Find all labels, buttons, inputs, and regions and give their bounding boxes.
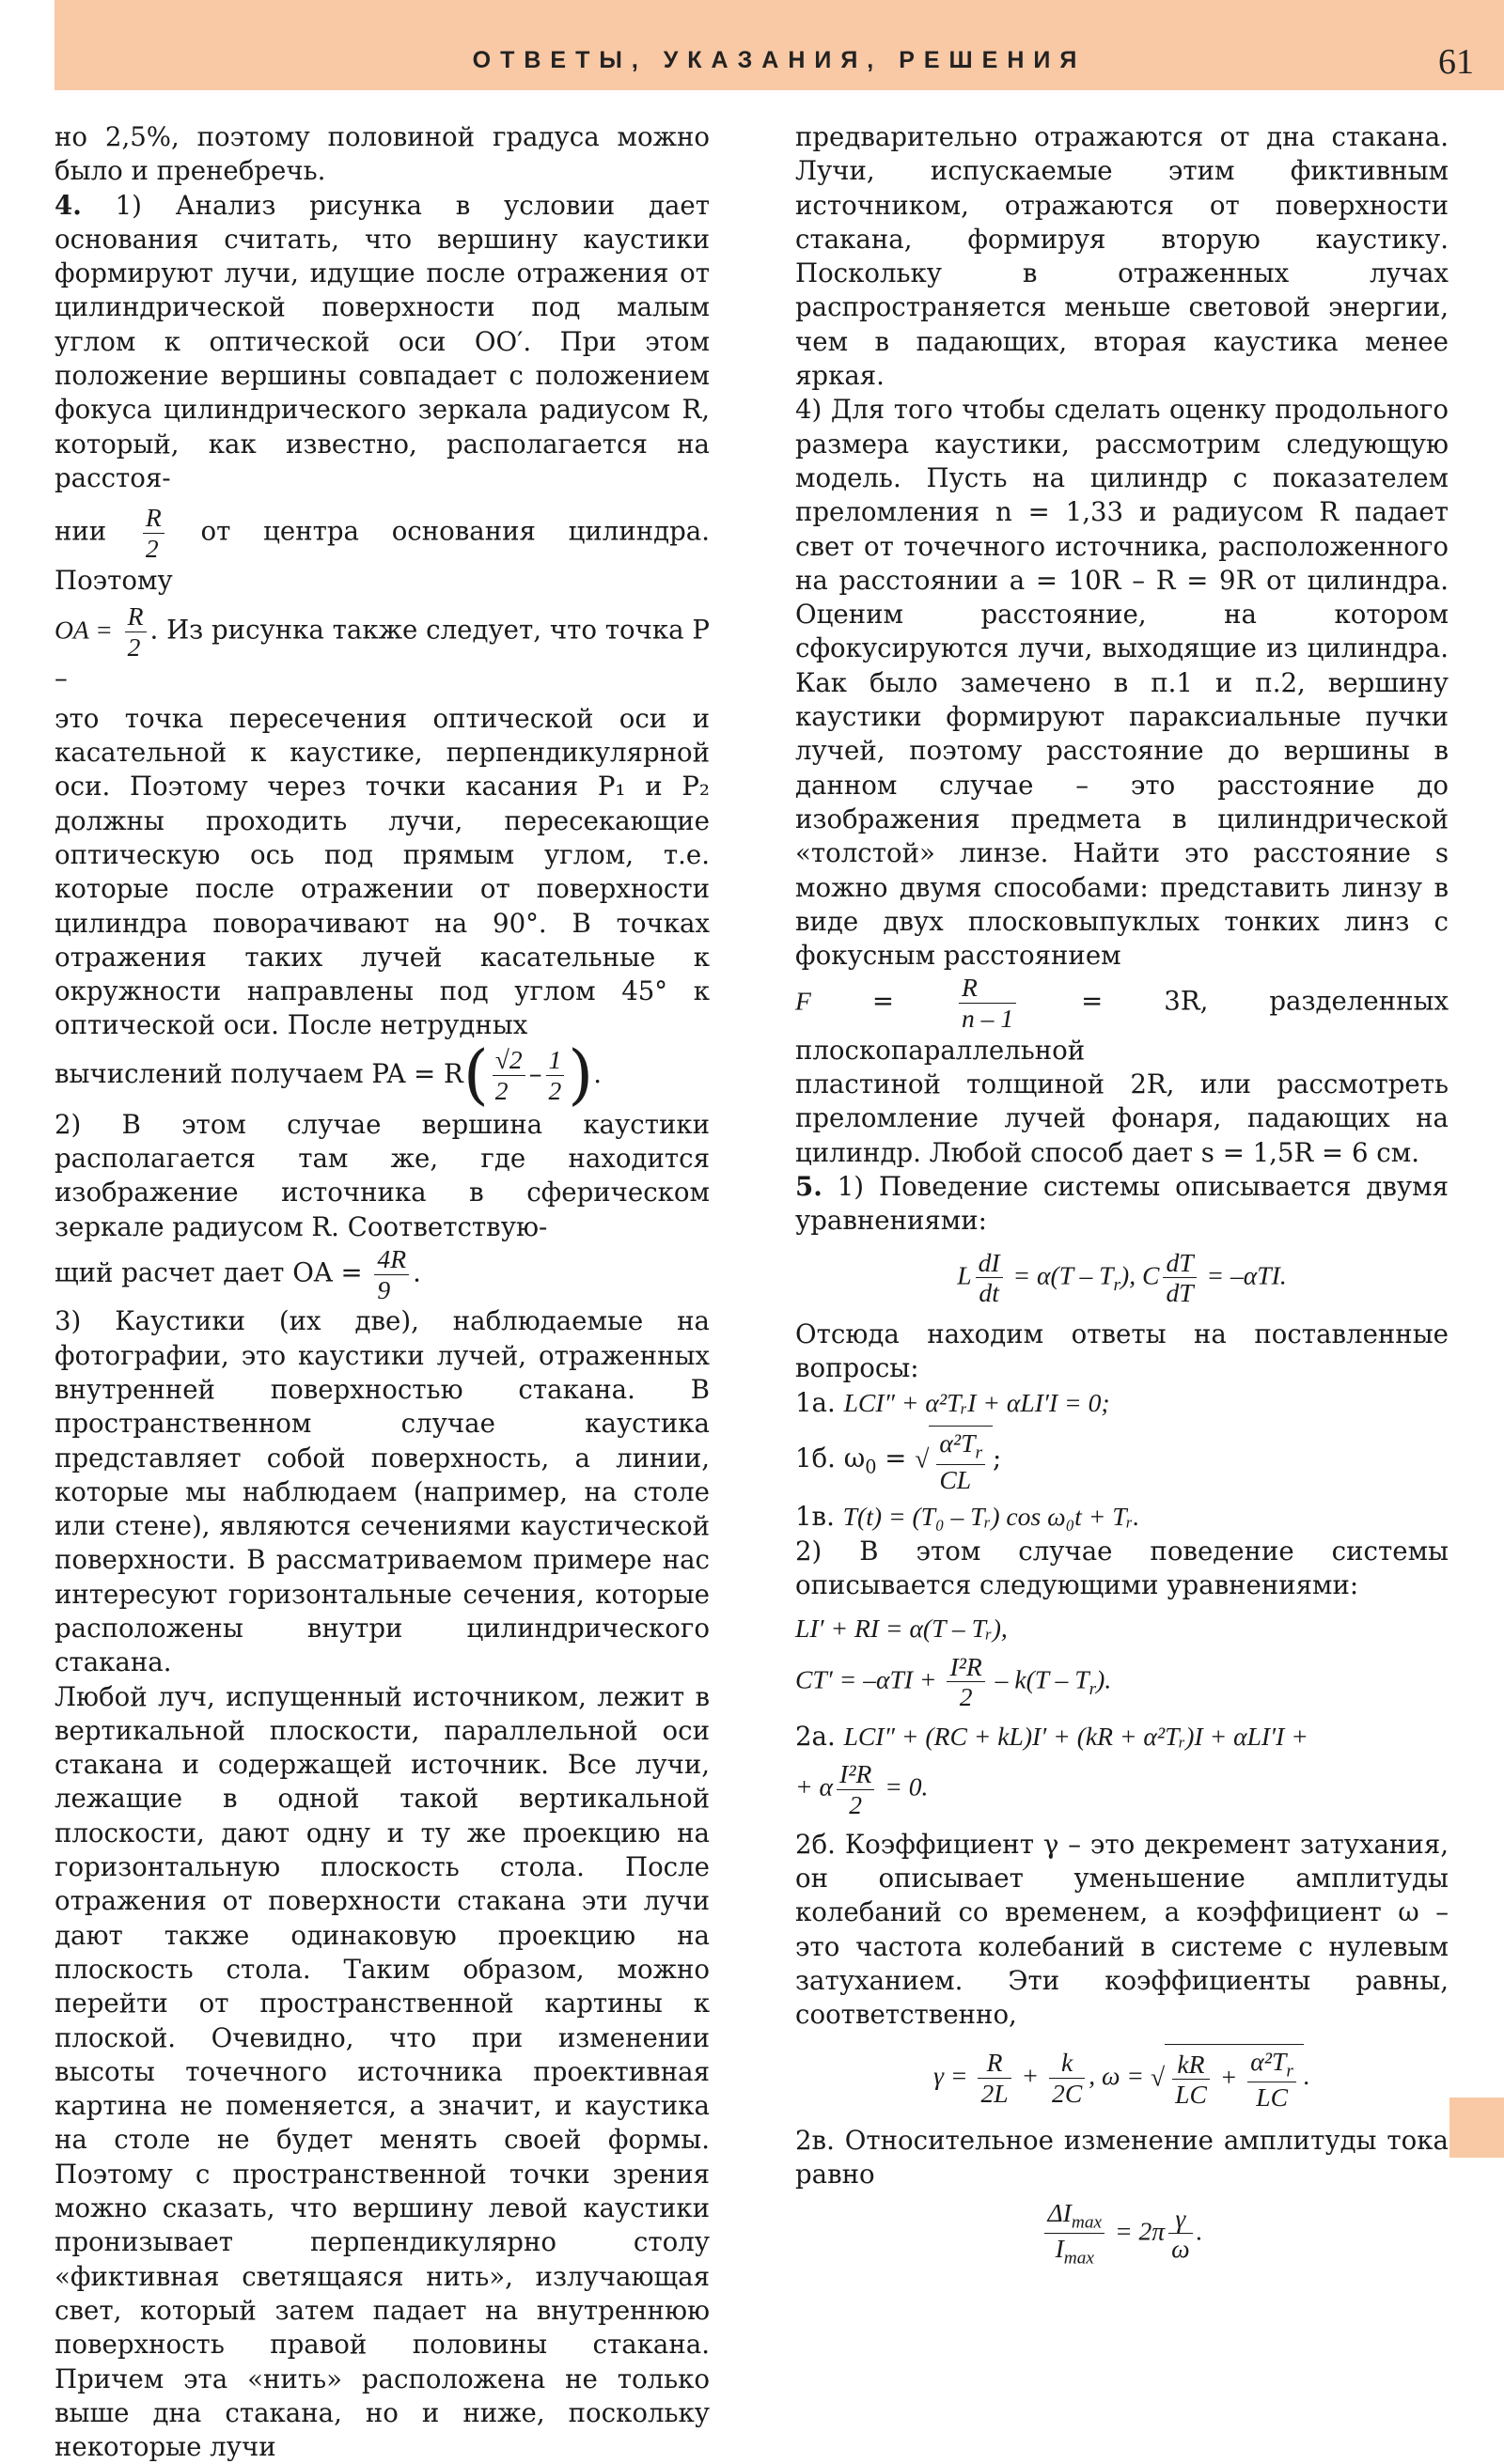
paragraph: 2) В этом случае поведение системы описывается следующими уравнениями: [795, 1535, 1449, 1600]
equation-amplitude: $\frac{\Delta I_{max}}{I_{max}}$ = 2π $\frac{\gamma}{\omega}$ . [795, 2198, 1449, 2269]
answer-2a-cont: + α $\frac{\text{I²R}}{2}$ = 0. [795, 1759, 929, 1820]
right-column [795, 120, 1449, 2275]
equation: LCI″ + α²TᵣI + αLI′I = 0; [843, 1387, 1110, 1417]
paragraph: 3) Каустики (их две), наблюдаемые на фотографии, это каустики лучей, отраженных внутренней поверхностью стакана. В пространственном случае каустика представляет собой поверхность, а линии, которые мы наблюдаем (например, на столе или стене), являются сечениями каустической поверхности. В рассматриваемом примере нас интересуют горизонтальные сечения, которые расположены внутри цилиндрического стакана. [55, 1305, 710, 1678]
paragraph: 2б. Коэффициент γ – это декремент затухания, он описывает уменьшение амплитуды колебаний со временем, а коэффициент ω – это частота колебаний в системе с нулевым затуханием. Эти коэффициенты равны, соответственно, [795, 1828, 1449, 2031]
fraction-sqrt2-over-2: $\frac{√2}{2}$ [493, 1045, 525, 1105]
formula-line [55, 503, 710, 598]
label: 2а. [795, 1721, 836, 1753]
problem-4-intro [55, 189, 710, 496]
paragraph: 2) В этом случае вершина каустики располагается там же, где находится изображение источника в сферическом зеркале радиусом R. Соответствую- [55, 1108, 710, 1242]
answer-1v [795, 1500, 1449, 1534]
text: = 3R, разделенных плоскопараллельной [795, 986, 1449, 1066]
running-title: ОТВЕТЫ, УКАЗАНИЯ, РЕШЕНИЯ [472, 47, 1087, 73]
problem-number: 4. [55, 189, 82, 221]
fraction-r-over-2: $\frac{R}{2}$ [143, 503, 164, 563]
text: от центра основания цилиндра. Поэтому [55, 515, 710, 596]
paragraph: предварительно отражаются от дна стакана. Лучи, испускаемые этим фиктивным источником, отражаются от поверхности стакана, формируя вторую каустику. Поскольку в отраженных лучах распространяется меньше световой энергии, чем в падающих, вторая каустика менее яркая. [795, 121, 1449, 392]
problem-number: 5. [795, 1171, 822, 1203]
equation-system-1: L $\frac{dI}{dt}$ = $\alpha(T - T_r)$, C $\frac{dT}{dT}$ = –αTI. [957, 1247, 1287, 1308]
text: щий расчет дает OA = [55, 1256, 363, 1288]
paragraph: это точка пересечения оптической оси и касательной к каустике, перпендикулярной оси. Поэтому через точки касания P₁ и P₂ должны проходить лучи, пересекающие оптическую ось под прямым углом, т.е. которые после отражении от поверхности цилиндра поворачивают на 90°. В точках отражения таких лучей касательные к окружности направлены под углом 45° к оптической оси. После нетрудных [55, 702, 710, 1041]
answer-1b: 1б. $\omega_0$ = √ $\frac{\alpha^2T_r}{CL}$ ; [795, 1426, 1449, 1494]
label: 1в. [795, 1501, 835, 1533]
text: нии [55, 515, 107, 547]
paragraph: Отсюда находим ответы на поставленные вопросы: [795, 1318, 1449, 1384]
paragraph-text: 1) Поведение системы описывается двумя уравнениями: [795, 1171, 1449, 1237]
paragraph: но 2,5%, поэтому половиной градуса можно было и пренебречь. [55, 121, 710, 187]
problem-5-intro [795, 1170, 1449, 1239]
formula-line: вычислений получаем PA = R( $\frac{√2}{2}$ – $\frac{1}{2}$ ). [55, 1037, 602, 1113]
text: . Из рисунка также следует, что точка P – [55, 614, 710, 694]
equation: T(t) = (T₀ – Tᵣ) cos ω₀t + Tᵣ. [842, 1502, 1140, 1532]
paragraph: 2в. Относительное изменение амплитуды тока равно [795, 2124, 1449, 2191]
formula-line [55, 601, 710, 696]
fraction-r-over-2: $\frac{R}{2}$ [125, 601, 147, 662]
equation-2-2: CT′ = –αTI + $\frac{\text{I²R}}{2}$ – $k(T - T_r)$. [795, 1651, 1112, 1712]
text: OA = [55, 615, 113, 645]
paragraph-text: 1) Анализ рисунка в условии дает основания считать, что вершину каустики формируют лучи, идущие после отражения от цилиндрической поверхности под малым углом к оптической оси OO′. При этом положение вершины совпадает с положением фокуса цилиндрического зеркала радиусом R, который, как известно, располагается на расстоя- [55, 189, 710, 493]
paragraph: 4) Для того чтобы сделать оценку продольного размера каустики, рассмотрим следующую модель. Пусть на цилиндр с показателем преломления n = 1,33 и радиусом R падает свет от точечного источника, расположенного на расстоянии a = 10R – R = 9R от цилиндра. Оценим расстояние, на котором сфокусируются лучи, выходящие из цилиндра. Как было замечено в п.1 и п.2, вершину каустики формируют параксиальные пучки лучей, поэтому расстояние до вершины в данном случае – это расстояние до изображения предмета в цилиндрической «толстой» линзе. Найти это расстояние s можно двумя способами: представить линзу в виде двух плосковыпуклых тонких линз с фокусным расстоянием [795, 394, 1449, 972]
fraction-1-over-2: $\frac{1}{2}$ [546, 1045, 565, 1105]
equation-gamma-omega: γ = $\frac{R}{2L}$ + $\frac{k}{2C}$ , ω = √ $\frac{kR}{LC}$ + $\frac{\alpha^2T_r}{LC}$ . [795, 2044, 1449, 2113]
answer-2a [795, 1720, 1449, 1754]
label: 1а. [795, 1386, 836, 1418]
formula-line: щий расчет дает OA = $\frac{4R}{9}$ . [55, 1243, 421, 1304]
equation: LCI″ + (RC + kL)I′ + (kR + α²Tᵣ)I + αLI′I + [843, 1722, 1308, 1752]
paragraph: Любой луч, испущенный источником, лежит в вертикальной плоскости, параллельной оси стакана и содержащей источник. Все лучи, лежащие в одной такой вертикальной плоскости, дают одну и ту же проекцию на горизонтальную плоскость стола. После отражения от поверхности стакана эти лучи дают также одинаковую проекцию на плоскость стола. Таким образом, можно перейти от пространственной картины к плоской. Очевидно, что при изменении высоты точечного источника проективная картина не поменяется, а значит, и каустика на столе не будет менять своей формы. Поэтому с пространственной точки зрения можно сказать, что вершину левой каустики пронизывает перпендикулярно столу «фиктивная светящаяся нить», излучающая свет, который затем падает на внутреннюю поверхность правой половины стакана. Причем эта «нить» расположена не только выше дна стакана, но и ниже, поскольку некоторые лучи [55, 1680, 710, 2463]
fraction-r-over-n-minus-1: $\frac{R}{n - 1}$ [959, 973, 1016, 1033]
paragraph: пластиной толщиной 2R, или рассмотреть преломление лучей фонаря, падающих на цилиндр. Любой способ дает s = 1,5R = 6 см. [795, 1068, 1449, 1168]
page-number: 61 [1438, 42, 1474, 82]
equation-2-1: LI′ + RI = α(T – Tᵣ), [795, 1614, 1008, 1644]
answer-1a [795, 1386, 1449, 1420]
sqrt-expression: √ $\frac{\alpha^2T_r}{CL}$ [915, 1426, 993, 1494]
label: 1б. [795, 1443, 836, 1474]
fraction-4r-over-9: $\frac{4R}{9}$ [374, 1244, 409, 1304]
page-header [55, 0, 1504, 90]
left-column [55, 120, 710, 2464]
text: вычислений получаем PA = R [55, 1057, 463, 1089]
formula-line: F = $\frac{R}{n - 1}$ = 3R, разделенных плоскопараллельной [795, 973, 1449, 1066]
side-tab [1449, 2098, 1504, 2158]
